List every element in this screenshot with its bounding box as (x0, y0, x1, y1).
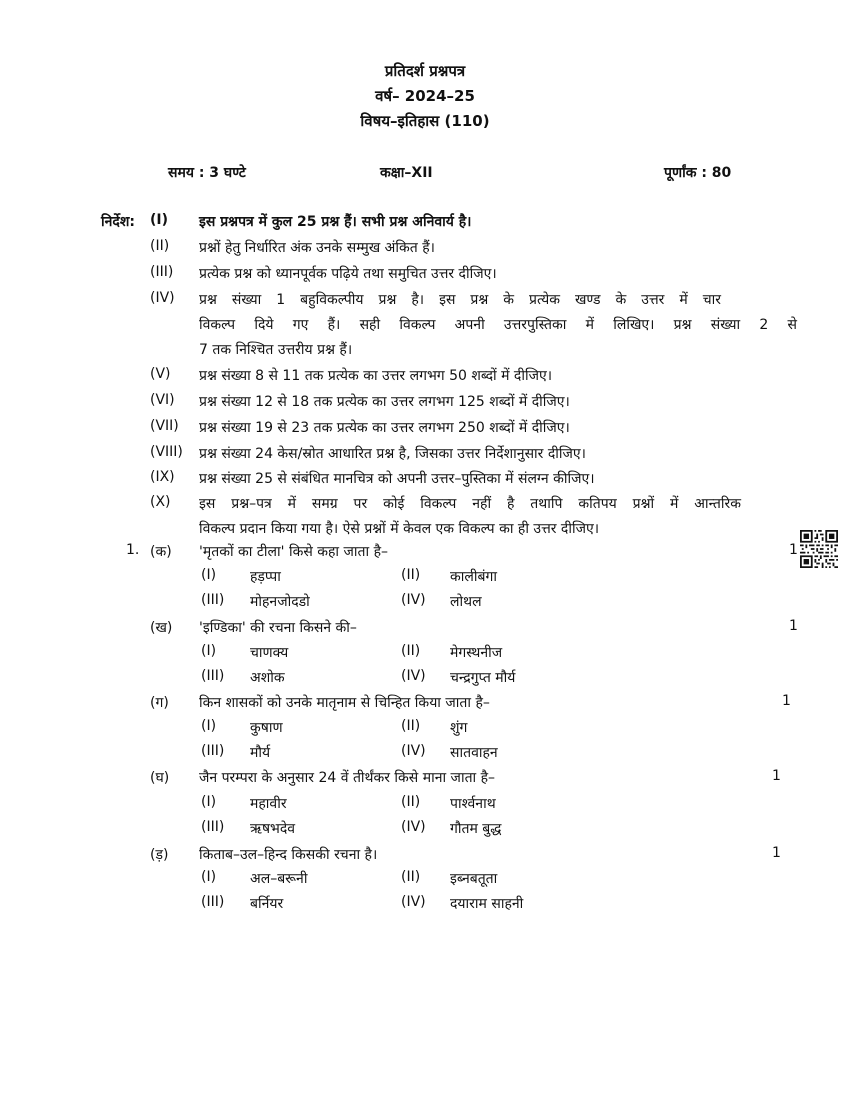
option-text: मोहनजोदडो (250, 594, 310, 610)
option-text: लोथल (450, 594, 482, 610)
question-part-label: (क) (150, 544, 172, 560)
instruction-number: (III) (150, 264, 174, 280)
instruction-number: (II) (150, 238, 170, 254)
option-text: कुषाण (250, 720, 283, 736)
question-text: 'मृतकों का टीला' किसे कहा जाता है– (199, 544, 389, 560)
instruction-text: विकल्प दिये गए हैं। सही विकल्प अपनी उत्तरपुस्तिका में लिखिए। प्रश्न संख्या 2 से (199, 317, 797, 333)
option-number: (I) (201, 794, 217, 810)
option-text: पार्श्वनाथ (450, 796, 496, 812)
total-marks: पूर्णांक : 80 (664, 165, 732, 181)
question-part-label: (ख) (150, 620, 173, 636)
question-marks: 1 (789, 618, 798, 634)
option-text: महावीर (250, 796, 287, 812)
option-number: (I) (201, 643, 217, 659)
paper-subject: विषय–इतिहास (110) (360, 112, 490, 130)
option-number: (IV) (401, 894, 426, 910)
instruction-text: प्रत्येक प्रश्न को ध्यानपूर्वक पढ़िये तथा समुचित उत्तर दीजिए। (199, 266, 497, 282)
option-text: चाणक्य (250, 645, 289, 661)
instruction-number: (X) (150, 494, 171, 510)
instruction-text: इस प्रश्नपत्र में कुल 25 प्रश्न हैं। सभी प्रश्न अनिवार्य है। (199, 214, 472, 230)
exam-time: समय : 3 घण्टे (168, 165, 246, 181)
option-text: ऋषभदेव (250, 821, 296, 837)
option-text: मौर्य (250, 745, 271, 761)
instruction-text: प्रश्न संख्या 24 केस/स्रोत आधारित प्रश्न है, जिसका उत्तर निर्देशानुसार दीजिए। (199, 446, 586, 462)
option-text: अल–बरूनी (250, 871, 308, 887)
instruction-text: प्रश्न संख्या 25 से संबंधित मानचित्र को अपनी उत्तर–पुस्तिका में संलग्न कीजिए। (199, 471, 595, 487)
question-text: जैन परम्परा के अनुसार 24 वें तीर्थंकर किसे माना जाता है– (199, 770, 496, 786)
option-number: (I) (201, 718, 217, 734)
option-text: कालीबंगा (450, 569, 497, 585)
option-text: दयाराम साहनी (450, 896, 524, 912)
option-number: (III) (201, 592, 225, 608)
instruction-text: 7 तक निश्चित उत्तरीय प्रश्न हैं। (199, 342, 353, 358)
instruction-number: (VI) (150, 392, 175, 408)
question-part-label: (ग) (150, 695, 169, 711)
option-number: (II) (401, 718, 421, 734)
exam-class: कक्षा–XII (380, 165, 433, 181)
option-number: (IV) (401, 743, 426, 759)
question-text: किताब–उल–हिन्द किसकी रचना है। (199, 847, 378, 863)
instruction-number: (VII) (150, 418, 179, 434)
option-number: (I) (201, 567, 217, 583)
option-text: हड़प्पा (250, 569, 281, 585)
qr-code-icon (800, 528, 838, 570)
option-text: बर्नियर (250, 896, 284, 912)
option-number: (IV) (401, 668, 426, 684)
option-text: गौतम बुद्ध (450, 821, 502, 837)
option-number: (II) (401, 643, 421, 659)
instructions-heading: निर्देश: (101, 214, 135, 230)
option-number: (III) (201, 819, 225, 835)
instruction-text: प्रश्न संख्या 1 बहुविकल्पीय प्रश्न है। इस प्रश्न के प्रत्येक खण्ड के उत्तर में चार (199, 292, 721, 308)
option-number: (III) (201, 894, 225, 910)
question-marks: 1 (789, 542, 798, 558)
option-number: (III) (201, 743, 225, 759)
option-number: (II) (401, 567, 421, 583)
paper-year: वर्ष– 2024–25 (375, 87, 475, 105)
option-number: (IV) (401, 819, 426, 835)
instruction-text: इस प्रश्न–पत्र में समग्र पर कोई विकल्प नहीं है तथापि कतिपय प्रश्नों में आन्तरिक (199, 496, 741, 512)
question-text: किन शासकों को उनके मातृनाम से चिन्हित किया जाता है– (199, 695, 490, 711)
instruction-number: (VIII) (150, 444, 183, 460)
option-number: (I) (201, 869, 217, 885)
instruction-text: विकल्प प्रदान किया गया है। ऐसे प्रश्नों में केवल एक विकल्प का ही उत्तर दीजिए। (199, 521, 600, 537)
option-text: मेगस्थनीज (450, 645, 503, 661)
option-text: चन्द्रगुप्त मौर्य (450, 670, 516, 686)
instruction-number: (IX) (150, 469, 175, 485)
question-text: 'इण्डिका' की रचना किसने की– (199, 620, 357, 636)
option-number: (IV) (401, 592, 426, 608)
paper-title: प्रतिदर्श प्रश्नपत्र (384, 62, 466, 80)
instruction-text: प्रश्नों हेतु निर्धारित अंक उनके सम्मुख अंकित हैं। (199, 240, 435, 256)
instruction-text: प्रश्न संख्या 12 से 18 तक प्रत्येक का उत्तर लगभग 125 शब्दों में दीजिए। (199, 394, 570, 410)
question-number: 1. (126, 542, 140, 558)
option-number: (II) (401, 869, 421, 885)
instruction-number: (I) (150, 212, 169, 228)
question-part-label: (ड़) (150, 847, 169, 863)
option-text: शुंग (450, 720, 468, 736)
question-marks: 1 (782, 693, 791, 709)
option-text: अशोक (250, 670, 285, 686)
option-text: सातवाहन (450, 745, 498, 761)
instruction-text: प्रश्न संख्या 19 से 23 तक प्रत्येक का उत्तर लगभग 250 शब्दों में दीजिए। (199, 420, 570, 436)
instruction-text: प्रश्न संख्या 8 से 11 तक प्रत्येक का उत्तर लगभग 50 शब्दों में दीजिए। (199, 368, 553, 384)
option-number: (II) (401, 794, 421, 810)
option-number: (III) (201, 668, 225, 684)
instruction-number: (V) (150, 366, 171, 382)
option-text: इब्नबतूता (450, 871, 498, 887)
instruction-number: (IV) (150, 290, 175, 306)
question-marks: 1 (772, 845, 781, 861)
question-marks: 1 (772, 768, 781, 784)
question-part-label: (घ) (150, 770, 170, 786)
